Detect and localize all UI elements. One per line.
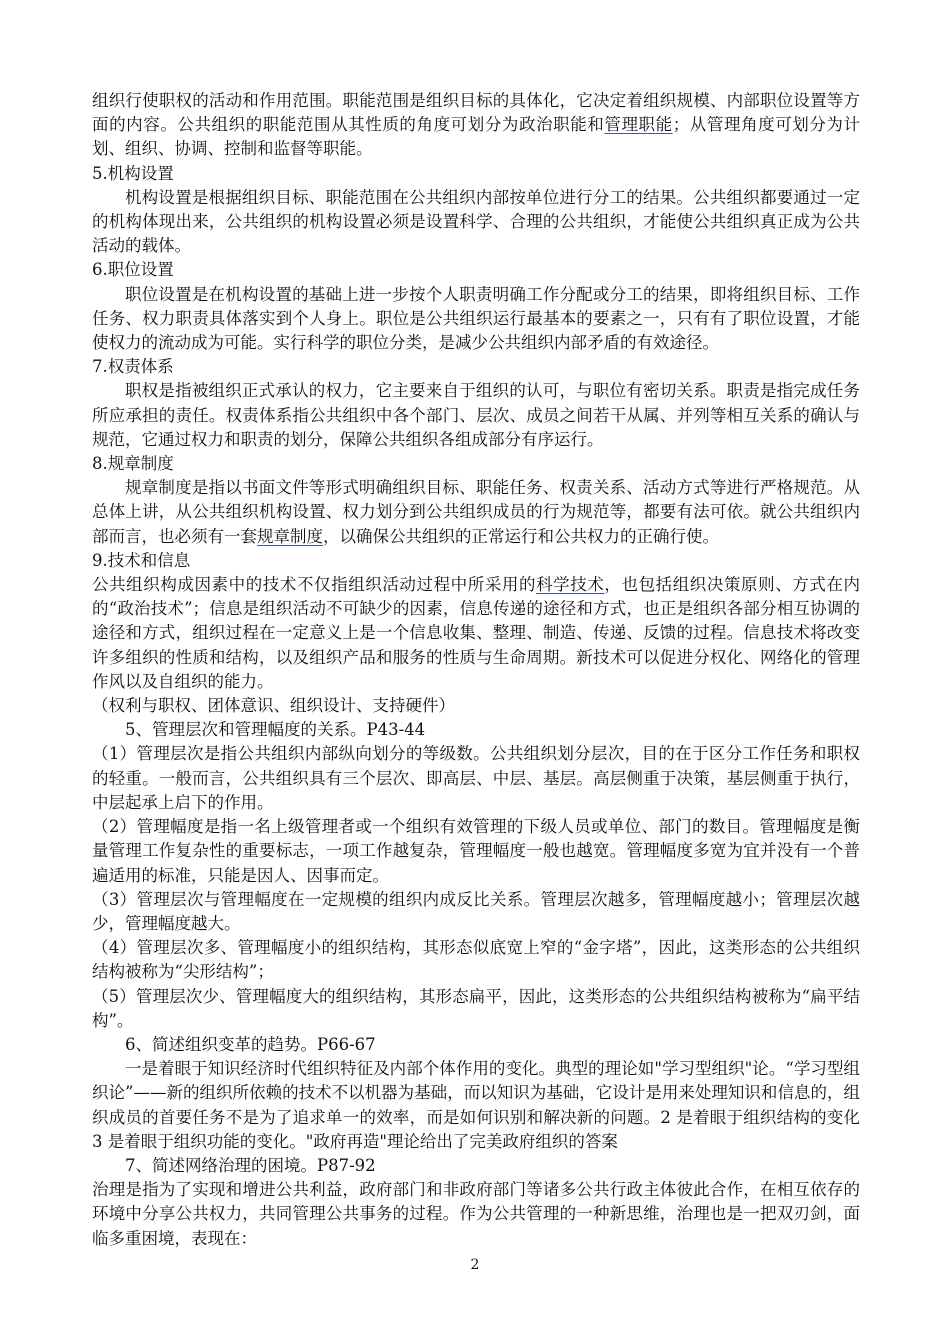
underlined-term: 科学技术 bbox=[536, 575, 605, 595]
question-5-point-2: （2）管理幅度是指一名上级管理者或一个组织有效管理的下级人员或单位、部门的数目。管理幅度是衡量管理工作复杂性的重要标志，一项工作越复杂，管理幅度一般也越宽。管理幅度多宽为宜并没有一个普遍适用的标准，只能是因人、因事而定。 bbox=[92, 817, 860, 885]
paragraph-function-scope: 组织行使职权的活动和作用范围。职能范围是组织目标的具体化，它决定着组织规模、内部职位设置等方面的内容。公共组织的职能范围从其性质的角度可划分为政治职能和管理职能；从管理角度可划分为计划、组织、协调、控制和监督等职能。 bbox=[92, 91, 861, 159]
paragraph-authority-system: 职权是指被组织正式承认的权力，它主要来自于组织的认可，与职位有密切关系。职责是指完成任务所应承担的责任。权责体系指公共组织中各个部门、层次、成员之间若干从属、并列等相互关系的确认与规范，它通过权力和职责的划分，保障公共组织各组成部分有序运行。 bbox=[92, 381, 860, 449]
document-body bbox=[92, 89, 860, 1251]
paragraph-institution-setup: 机构设置是根据组织目标、职能范围在公共组织内部按单位进行分工的结果。公共组织都要通过一定的机构体现出来，公共组织的机构设置必须是设置科学、合理的公共组织，才能使公共组织真正成为公共活动的载体。 bbox=[92, 187, 860, 256]
question-5-point-3: （3）管理层次与管理幅度在一定规模的组织内成反比关系。管理层次越多，管理幅度越小；管理层次越少，管理幅度越大。 bbox=[92, 889, 860, 933]
question-6-paragraph: 一是着眼于知识经济时代组织特征及内部个体作用的变化。典型的理论如"学习型组织"论。“学习型组织论”——新的组织所依赖的技术不以机器为基础，而以知识为基础，它设计是用来处理知识和信息的，组织成员的首要任务不是为了追求单一的效率，而是如何识别和解决新的问题。2 是着眼于组织结构的变化 3 是着眼于组织功能的变化。"政府再造"理论给出了完美政府组织的答案 bbox=[92, 1059, 860, 1151]
underlined-term: 管理职能 bbox=[604, 115, 673, 135]
page-number: 2 bbox=[470, 1257, 480, 1273]
question-5-point-4: （4）管理层次多、管理幅度小的组织结构，其形态似底宽上窄的“金字塔”，因此，这类形态的公共组织结构被称为“尖形结构”； bbox=[92, 938, 860, 982]
question-6-heading: 6、简述组织变革的趋势。P66-67 bbox=[125, 1034, 376, 1054]
heading-authority-system: 7.权责体系 bbox=[92, 357, 174, 377]
parenthetical-note: （权利与职权、团体意识、组织设计、支持硬件） bbox=[92, 696, 455, 716]
question-5-point-1: （1）管理层次是指公共组织内部纵向划分的等级数。公共组织划分层次，目的在于区分工作任务和职权的轻重。一般而言，公共组织具有三个层次、即高层、中层、基层。高层侧重于决策，基层侧重于执行，中层起承上启下的作用。 bbox=[92, 744, 860, 812]
heading-position-setup: 6.职位设置 bbox=[92, 260, 174, 280]
paragraph-tech-info: 公共组织构成因素中的技术不仅指组织活动过程中所采用的科学技术，也包括组织决策原则、方式在内的“政治技术”；信息是组织活动不可缺少的因素，信息传递的途径和方式，也正是组织各部分相互协调的途径和方式，组织过程在一定意义上是一个信息收集、整理、制造、传递、反馈的过程。信息技术将改变许多组织的性质和结构，以及组织产品和服务的性质与生命周期。新技术可以促进分权化、网络化的管理作风以及自组织的能力。 bbox=[92, 575, 861, 691]
paragraph-rules: 规章制度是指以书面文件等形式明确组织目标、职能任务、权责关系、活动方式等进行严格规范。从总体上讲，从公共组织机构设置、权力划分到公共组织成员的行为规范等，都要有法可依。就公共组织内部而言，也必须有一套规章制度，以确保公共组织的正常运行和公共权力的正确行使。 bbox=[92, 478, 860, 546]
heading-institution-setup: 5.机构设置 bbox=[92, 163, 174, 183]
heading-rules: 8.规章制度 bbox=[92, 454, 174, 474]
question-7-heading: 7、简述网络治理的困境。P87-92 bbox=[125, 1155, 376, 1175]
question-5-heading: 5、管理层次和管理幅度的关系。P43-44 bbox=[125, 720, 426, 740]
question-7-paragraph: 治理是指为了实现和增进公共利益，政府部门和非政府部门等诸多公共行政主体彼此合作，在相互依存的环境中分享公共权力，共同管理公共事务的过程。作为公共管理的一种新思维，治理也是一把双刃剑，面临多重困境，表现在： bbox=[92, 1180, 860, 1248]
paragraph-position-setup: 职位设置是在机构设置的基础上进一步按个人职责明确工作分配或分工的结果，即将组织目标、工作任务、权力职责具体落实到个人身上。职位是公共组织运行最基本的要素之一，只有有了职位设置，才能使权力的流动成为可能。实行科学的职位分类，是减少公共组织内部矛盾的有效途径。 bbox=[92, 284, 860, 353]
question-5-point-5: （5）管理层次少、管理幅度大的组织结构，其形态扁平，因此，这类形态的公共组织结构被称为“扁平结构”。 bbox=[92, 986, 860, 1030]
heading-tech-info: 9.技术和信息 bbox=[92, 550, 191, 570]
underlined-term: 规章制度 bbox=[257, 526, 323, 546]
